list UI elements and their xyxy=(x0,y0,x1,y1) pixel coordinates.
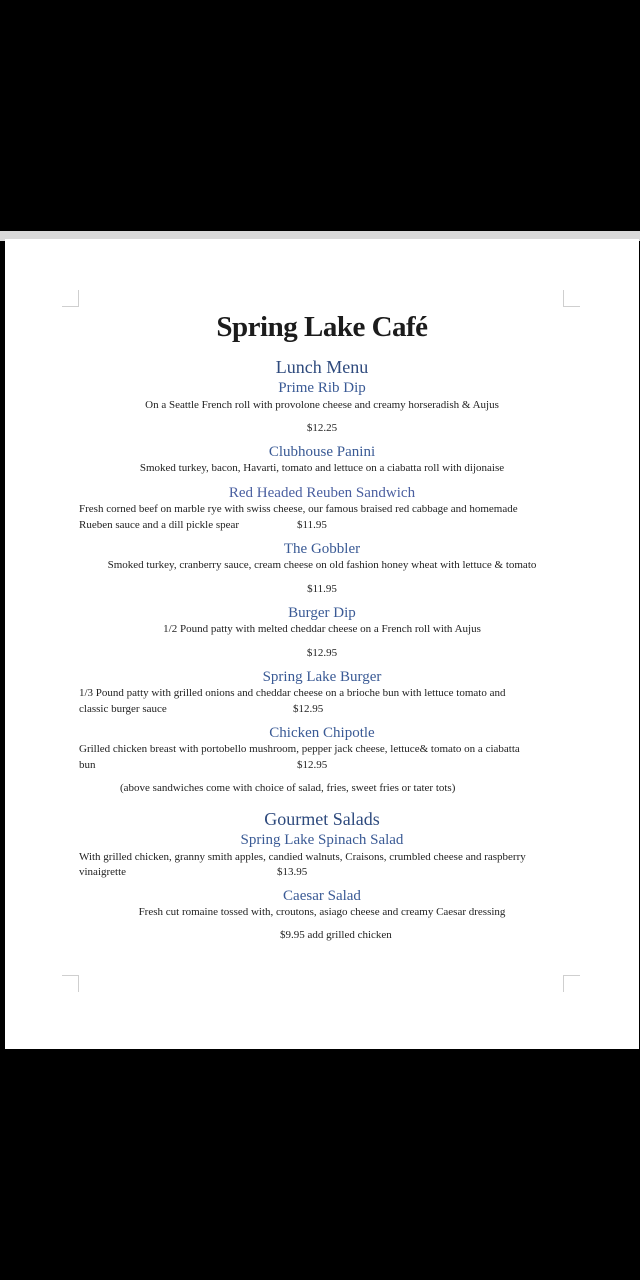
item-desc-spring-lake-burger-line2: classic burger sauce xyxy=(79,703,167,715)
item-price-burger-dip: $12.95 xyxy=(306,647,338,659)
item-desc-prime-rib-dip: On a Seattle French roll with provolone cheese and creamy horseradish & Aujus xyxy=(145,399,499,411)
item-name-caesar-salad: Caesar Salad xyxy=(283,888,361,904)
sandwich-sides-note: (above sandwiches come with choice of salad, fries, sweet fries or tater tots) xyxy=(120,782,456,794)
item-price-gobbler: $11.95 xyxy=(307,583,337,595)
item-price-reuben: $11.95 xyxy=(297,519,327,531)
item-desc-spring-lake-burger-line1: 1/3 Pound patty with grilled onions and cheddar cheese on a brioche bun with lettuce tomato and xyxy=(79,687,506,699)
item-name-chicken-chipotle: Chicken Chipotle xyxy=(269,725,375,741)
item-name-spinach-salad: Spring Lake Spinach Salad xyxy=(240,832,404,848)
item-desc-reuben-line1: Fresh corned beef on marble rye with swiss cheese, our famous braised red cabbage and homemade xyxy=(79,503,518,515)
item-desc-chicken-chipotle-line1: Grilled chicken breast with portobello mushroom, pepper jack cheese, lettuce& tomato on a ciabatta xyxy=(79,743,520,755)
item-price-spring-lake-burger: $12.95 xyxy=(293,703,324,715)
item-desc-chicken-chipotle-line2: bun xyxy=(79,759,96,771)
item-desc-reuben-line2: Rueben sauce and a dill pickle spear xyxy=(79,519,240,531)
item-desc-spinach-salad-line1: With grilled chicken, granny smith apples, candied walnuts, Craisons, crumbled cheese and raspberry xyxy=(79,851,526,863)
item-price-prime-rib-dip: $12.25 xyxy=(306,422,338,434)
item-name-burger-dip: Burger Dip xyxy=(288,605,356,621)
item-desc-spinach-salad-line2: vinaigrette xyxy=(79,866,127,878)
item-price-caesar-salad: $9.95 add grilled chicken xyxy=(280,929,392,941)
menu-page xyxy=(5,239,639,1049)
crop-mark-bottom-right xyxy=(563,975,580,992)
gourmet-salads-heading: Gourmet Salads xyxy=(264,809,380,829)
item-name-spring-lake-burger: Spring Lake Burger xyxy=(262,669,382,685)
crop-mark-top-left xyxy=(62,290,79,307)
cafe-title: Spring Lake Café xyxy=(216,311,428,343)
item-desc-gobbler: Smoked turkey, cranberry sauce, cream cheese on old fashion honey wheat with lettuce & tomato xyxy=(107,559,537,571)
item-name-clubhouse-panini: Clubhouse Panini xyxy=(268,444,376,460)
item-name-reuben: Red Headed Reuben Sandwich xyxy=(228,485,416,501)
item-name-gobbler: The Gobbler xyxy=(283,541,361,557)
crop-mark-top-right xyxy=(563,290,580,307)
item-desc-clubhouse-panini: Smoked turkey, bacon, Havarti, tomato and lettuce on a ciabatta roll with dijonaise xyxy=(139,462,505,474)
lunch-menu-heading: Lunch Menu xyxy=(275,357,369,377)
item-desc-burger-dip: 1/2 Pound patty with melted cheddar cheese on a French roll with Aujus xyxy=(163,623,481,635)
item-price-spinach-salad: $13.95 xyxy=(277,866,308,878)
item-desc-caesar-salad: Fresh cut romaine tossed with, croutons, asiago cheese and creamy Caesar dressing xyxy=(138,906,506,918)
item-name-prime-rib-dip: Prime Rib Dip xyxy=(278,380,366,396)
item-price-chicken-chipotle: $12.95 xyxy=(297,759,328,771)
crop-mark-bottom-left xyxy=(62,975,79,992)
